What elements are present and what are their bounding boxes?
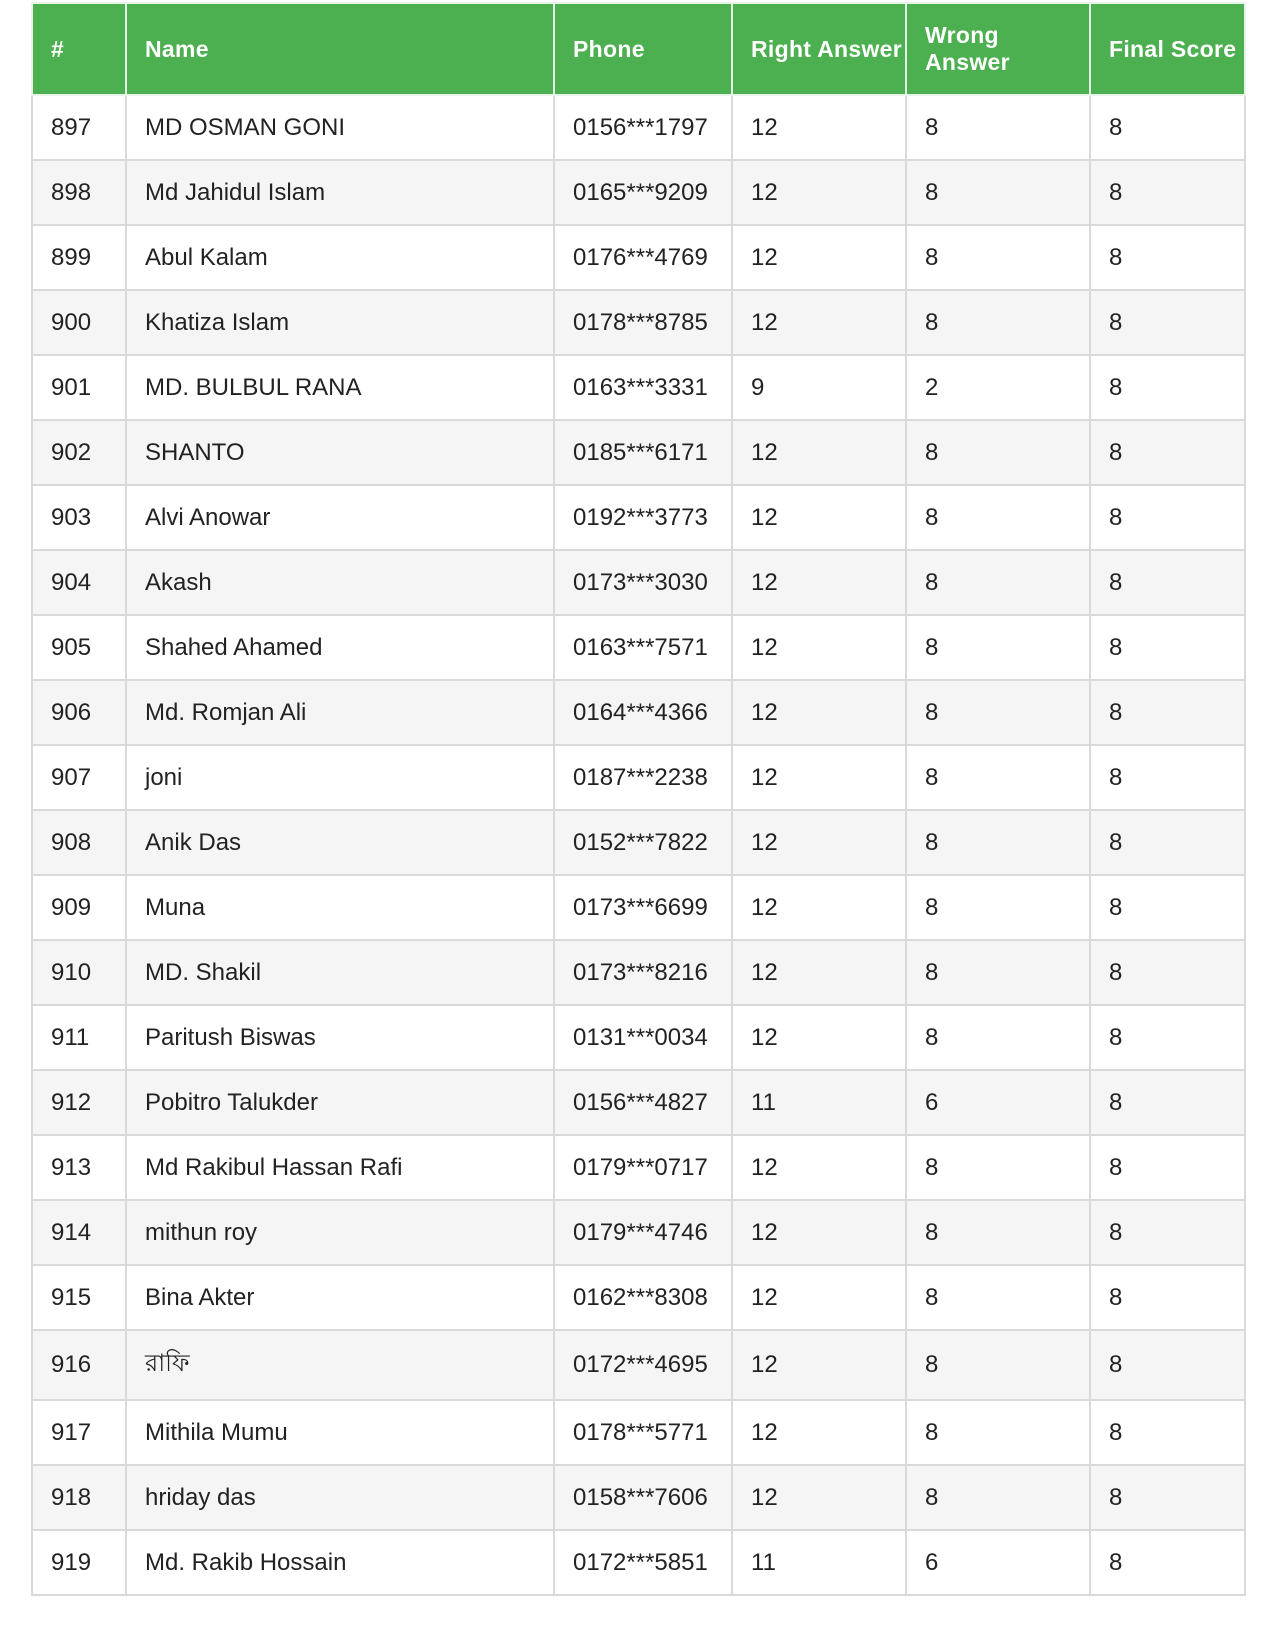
cell-name: joni — [126, 745, 554, 810]
cell-final-score: 8 — [1090, 615, 1245, 680]
cell-wrong-answer: 8 — [906, 550, 1090, 615]
cell-right-answer: 12 — [732, 1465, 906, 1530]
cell-phone: 0173***3030 — [554, 550, 732, 615]
table-row — [32, 875, 1245, 940]
cell-wrong-answer: 8 — [906, 875, 1090, 940]
cell-name: Mithila Mumu — [126, 1400, 554, 1465]
cell-name: hriday das — [126, 1465, 554, 1530]
cell-final-score: 8 — [1090, 680, 1245, 745]
cell-final-score: 8 — [1090, 1200, 1245, 1265]
cell-final-score: 8 — [1090, 550, 1245, 615]
cell-rank: 899 — [32, 225, 126, 290]
cell-phone: 0156***4827 — [554, 1070, 732, 1135]
cell-name: Md Jahidul Islam — [126, 160, 554, 225]
cell-name: Alvi Anowar — [126, 485, 554, 550]
cell-phone: 0164***4366 — [554, 680, 732, 745]
cell-right-answer: 12 — [732, 485, 906, 550]
cell-wrong-answer: 8 — [906, 160, 1090, 225]
cell-final-score: 8 — [1090, 1400, 1245, 1465]
cell-rank: 909 — [32, 875, 126, 940]
cell-phone: 0178***8785 — [554, 290, 732, 355]
cell-rank: 907 — [32, 745, 126, 810]
table-row — [32, 95, 1245, 160]
cell-rank: 912 — [32, 1070, 126, 1135]
table-row — [32, 1070, 1245, 1135]
cell-final-score: 8 — [1090, 810, 1245, 875]
cell-final-score: 8 — [1090, 1530, 1245, 1595]
cell-wrong-answer: 6 — [906, 1530, 1090, 1595]
table-row — [32, 225, 1245, 290]
table-row — [32, 940, 1245, 1005]
results-table — [31, 2, 1246, 1596]
cell-name: Pobitro Talukder — [126, 1070, 554, 1135]
cell-name: Md. Romjan Ali — [126, 680, 554, 745]
cell-final-score: 8 — [1090, 420, 1245, 485]
cell-final-score: 8 — [1090, 1135, 1245, 1200]
cell-name: MD. BULBUL RANA — [126, 355, 554, 420]
table-row — [32, 1330, 1245, 1400]
table-row — [32, 290, 1245, 355]
cell-wrong-answer: 8 — [906, 1465, 1090, 1530]
cell-phone: 0178***5771 — [554, 1400, 732, 1465]
cell-rank: 915 — [32, 1265, 126, 1330]
cell-wrong-answer: 8 — [906, 1330, 1090, 1400]
cell-phone: 0185***6171 — [554, 420, 732, 485]
cell-phone: 0179***0717 — [554, 1135, 732, 1200]
cell-rank: 897 — [32, 95, 126, 160]
cell-rank: 908 — [32, 810, 126, 875]
cell-phone: 0158***7606 — [554, 1465, 732, 1530]
cell-right-answer: 12 — [732, 420, 906, 485]
cell-phone: 0192***3773 — [554, 485, 732, 550]
cell-wrong-answer: 8 — [906, 1135, 1090, 1200]
cell-phone: 0156***1797 — [554, 95, 732, 160]
cell-final-score: 8 — [1090, 485, 1245, 550]
cell-wrong-answer: 6 — [906, 1070, 1090, 1135]
cell-name: Paritush Biswas — [126, 1005, 554, 1070]
table-row — [32, 1465, 1245, 1530]
cell-name: Anik Das — [126, 810, 554, 875]
cell-name: রাফি — [126, 1330, 554, 1400]
cell-rank: 903 — [32, 485, 126, 550]
cell-phone: 0165***9209 — [554, 160, 732, 225]
cell-rank: 917 — [32, 1400, 126, 1465]
cell-name: Bina Akter — [126, 1265, 554, 1330]
cell-rank: 918 — [32, 1465, 126, 1530]
cell-rank: 906 — [32, 680, 126, 745]
table-row — [32, 1200, 1245, 1265]
cell-name: mithun roy — [126, 1200, 554, 1265]
cell-wrong-answer: 8 — [906, 1400, 1090, 1465]
cell-final-score: 8 — [1090, 225, 1245, 290]
cell-right-answer: 12 — [732, 615, 906, 680]
cell-wrong-answer: 8 — [906, 420, 1090, 485]
header-name: Name — [126, 3, 554, 95]
cell-phone: 0176***4769 — [554, 225, 732, 290]
cell-wrong-answer: 8 — [906, 1005, 1090, 1070]
cell-phone: 0162***8308 — [554, 1265, 732, 1330]
cell-final-score: 8 — [1090, 1330, 1245, 1400]
cell-rank: 913 — [32, 1135, 126, 1200]
table-row — [32, 550, 1245, 615]
cell-right-answer: 11 — [732, 1070, 906, 1135]
cell-right-answer: 12 — [732, 1005, 906, 1070]
table-row — [32, 1530, 1245, 1595]
cell-name: MD OSMAN GONI — [126, 95, 554, 160]
table-row — [32, 810, 1245, 875]
cell-rank: 900 — [32, 290, 126, 355]
cell-phone: 0173***8216 — [554, 940, 732, 1005]
table-row — [32, 1135, 1245, 1200]
header-wrong-answer: Wrong Answer — [906, 3, 1090, 95]
table-row — [32, 1265, 1245, 1330]
cell-name: Abul Kalam — [126, 225, 554, 290]
cell-phone: 0163***3331 — [554, 355, 732, 420]
cell-rank: 914 — [32, 1200, 126, 1265]
cell-right-answer: 12 — [732, 745, 906, 810]
cell-right-answer: 12 — [732, 95, 906, 160]
table-body — [32, 95, 1245, 1595]
cell-rank: 916 — [32, 1330, 126, 1400]
cell-right-answer: 12 — [732, 225, 906, 290]
cell-name: Shahed Ahamed — [126, 615, 554, 680]
cell-phone: 0173***6699 — [554, 875, 732, 940]
cell-name: Khatiza Islam — [126, 290, 554, 355]
table-row — [32, 615, 1245, 680]
cell-rank: 919 — [32, 1530, 126, 1595]
cell-final-score: 8 — [1090, 160, 1245, 225]
cell-rank: 902 — [32, 420, 126, 485]
cell-rank: 901 — [32, 355, 126, 420]
cell-right-answer: 12 — [732, 550, 906, 615]
cell-final-score: 8 — [1090, 1070, 1245, 1135]
table-row — [32, 1400, 1245, 1465]
cell-right-answer: 12 — [732, 1330, 906, 1400]
cell-wrong-answer: 8 — [906, 940, 1090, 1005]
cell-phone: 0172***4695 — [554, 1330, 732, 1400]
cell-wrong-answer: 8 — [906, 1265, 1090, 1330]
cell-right-answer: 12 — [732, 1200, 906, 1265]
cell-wrong-answer: 8 — [906, 680, 1090, 745]
cell-phone: 0179***4746 — [554, 1200, 732, 1265]
cell-wrong-answer: 8 — [906, 225, 1090, 290]
cell-final-score: 8 — [1090, 1465, 1245, 1530]
cell-name: Md. Rakib Hossain — [126, 1530, 554, 1595]
cell-rank: 911 — [32, 1005, 126, 1070]
cell-rank: 898 — [32, 160, 126, 225]
cell-right-answer: 12 — [732, 940, 906, 1005]
table-row — [32, 485, 1245, 550]
cell-final-score: 8 — [1090, 1265, 1245, 1330]
cell-right-answer: 12 — [732, 1265, 906, 1330]
cell-name: Muna — [126, 875, 554, 940]
cell-final-score: 8 — [1090, 95, 1245, 160]
header-phone: Phone — [554, 3, 732, 95]
cell-wrong-answer: 8 — [906, 290, 1090, 355]
cell-right-answer: 12 — [732, 290, 906, 355]
cell-phone: 0131***0034 — [554, 1005, 732, 1070]
cell-wrong-answer: 8 — [906, 485, 1090, 550]
cell-final-score: 8 — [1090, 940, 1245, 1005]
cell-right-answer: 12 — [732, 680, 906, 745]
cell-phone: 0163***7571 — [554, 615, 732, 680]
cell-right-answer: 12 — [732, 875, 906, 940]
cell-right-answer: 12 — [732, 160, 906, 225]
cell-right-answer: 12 — [732, 1135, 906, 1200]
cell-final-score: 8 — [1090, 1005, 1245, 1070]
header-final-score: Final Score — [1090, 3, 1245, 95]
cell-phone: 0152***7822 — [554, 810, 732, 875]
cell-right-answer: 12 — [732, 810, 906, 875]
cell-final-score: 8 — [1090, 355, 1245, 420]
cell-phone: 0172***5851 — [554, 1530, 732, 1595]
cell-wrong-answer: 8 — [906, 95, 1090, 160]
table-row — [32, 160, 1245, 225]
table-row — [32, 1005, 1245, 1070]
cell-name: Akash — [126, 550, 554, 615]
cell-final-score: 8 — [1090, 290, 1245, 355]
cell-right-answer: 12 — [732, 1400, 906, 1465]
header-rank: # — [32, 3, 126, 95]
table-row — [32, 745, 1245, 810]
cell-name: MD. Shakil — [126, 940, 554, 1005]
cell-wrong-answer: 8 — [906, 745, 1090, 810]
cell-final-score: 8 — [1090, 745, 1245, 810]
cell-final-score: 8 — [1090, 875, 1245, 940]
cell-wrong-answer: 8 — [906, 615, 1090, 680]
cell-wrong-answer: 8 — [906, 810, 1090, 875]
table-row — [32, 355, 1245, 420]
cell-name: Md Rakibul Hassan Rafi — [126, 1135, 554, 1200]
cell-name: SHANTO — [126, 420, 554, 485]
cell-wrong-answer: 2 — [906, 355, 1090, 420]
cell-rank: 905 — [32, 615, 126, 680]
cell-phone: 0187***2238 — [554, 745, 732, 810]
cell-rank: 904 — [32, 550, 126, 615]
table-row — [32, 420, 1245, 485]
cell-rank: 910 — [32, 940, 126, 1005]
cell-right-answer: 9 — [732, 355, 906, 420]
table-row — [32, 680, 1245, 745]
cell-wrong-answer: 8 — [906, 1200, 1090, 1265]
header-row — [32, 3, 1245, 95]
header-right-answer: Right Answer — [732, 3, 906, 95]
cell-right-answer: 11 — [732, 1530, 906, 1595]
